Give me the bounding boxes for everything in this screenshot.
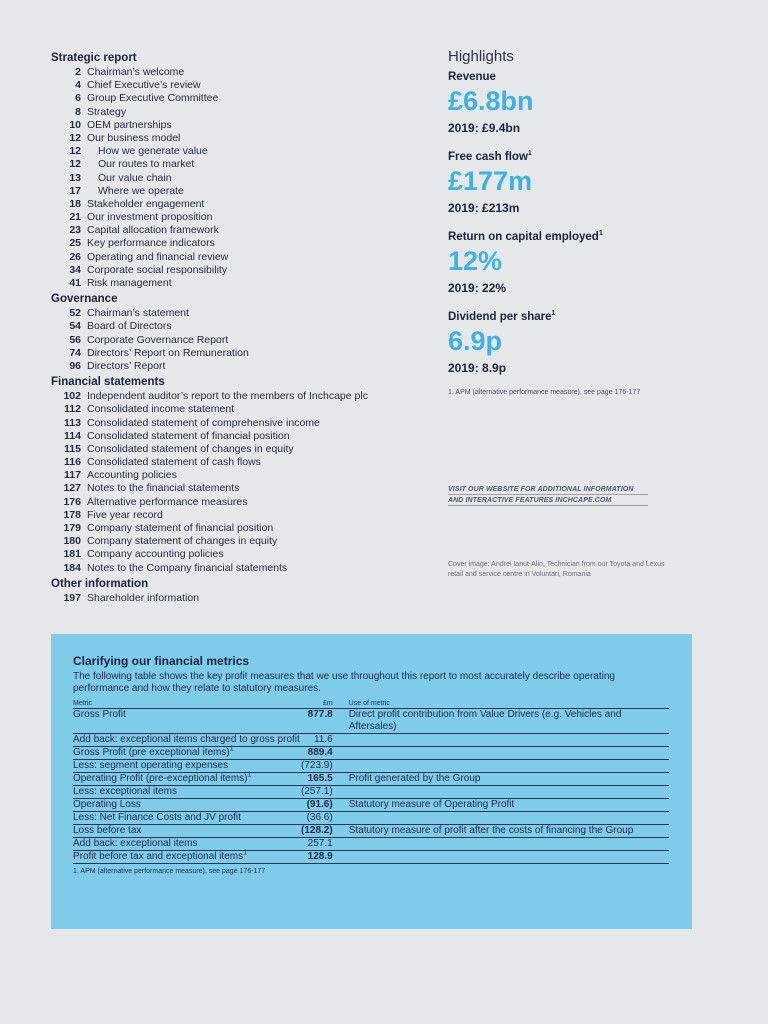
table-row (73, 734, 669, 747)
metric-name (73, 734, 301, 747)
toc-label: Consolidated statement of cash flows (87, 456, 261, 469)
toc-item[interactable] (51, 417, 421, 430)
toc-item[interactable] (51, 443, 421, 456)
metric-name-text: Less: segment operating expenses (73, 760, 229, 771)
highlight-label (448, 311, 708, 323)
toc-page-number: 8 (75, 105, 81, 118)
toc-page-number: 23 (69, 224, 81, 237)
metric-name (73, 773, 301, 786)
toc-page-number: 12 (69, 131, 81, 144)
toc-label: Shareholder information (87, 591, 200, 604)
section-title: Financial statements (51, 376, 165, 389)
toc-label: Directors’ Report on Remuneration (87, 346, 249, 359)
metric-value: (36.6) (301, 812, 333, 825)
website-line-2[interactable]: AND INTERACTIVE FEATURES INCHCAPE.COM (448, 495, 648, 506)
toc-label: Risk management (87, 277, 172, 289)
metric-name (73, 838, 301, 851)
toc-page-number: 2 (75, 66, 81, 78)
toc-item[interactable] (51, 264, 421, 277)
toc-page-number: 117 (64, 469, 81, 482)
section-title: Other information (51, 577, 149, 590)
toc-label: Consolidated statement of financial position (87, 429, 290, 442)
toc-label: Key performance indicators (87, 237, 215, 250)
toc-label: Chairman’s statement (87, 307, 189, 320)
metric-use (333, 734, 669, 747)
toc-item[interactable] (51, 172, 421, 185)
highlight-value: 6.9p (448, 326, 503, 356)
toc-label: Directors’ Report (87, 359, 166, 372)
toc-label: Five year record (87, 508, 163, 521)
table-row (73, 747, 669, 760)
toc-page-number: 102 (63, 390, 81, 403)
table-row (73, 709, 669, 734)
metric-name-text: Add back: exceptional items (73, 838, 198, 849)
toc-label: Company statement of financial position (87, 522, 274, 534)
toc-label: Company accounting policies (87, 548, 224, 561)
toc-item[interactable] (51, 251, 421, 264)
highlight-value: £177m (448, 166, 533, 196)
toc-label: Our value chain (98, 171, 172, 184)
toc-page-number: 176 (63, 495, 81, 508)
metric-value: (91.6) (301, 799, 333, 812)
metric-value: 889.4 (301, 747, 333, 760)
toc-page-number: 54 (69, 320, 81, 333)
toc-label: Consolidated statement of changes in equity (87, 442, 294, 455)
toc-page-number: 25 (69, 237, 81, 250)
section-title: Governance (51, 293, 118, 306)
toc-label: How we generate value (98, 145, 208, 158)
toc-page-number: 179 (63, 522, 81, 534)
toc-page-number: 96 (69, 359, 81, 372)
toc-item[interactable] (51, 198, 421, 211)
highlights-footnote: 1. APM (alternative performance measure), see page 176-177 (448, 389, 641, 396)
toc-label: Group Executive Committee (87, 92, 219, 105)
highlight-item (448, 231, 708, 295)
toc-item[interactable] (51, 211, 421, 224)
metric-value: (128.2) (301, 825, 333, 836)
toc-item[interactable] (51, 562, 421, 575)
toc-page-number: 21 (69, 211, 81, 224)
toc-item[interactable] (51, 320, 421, 333)
toc-item[interactable] (51, 390, 421, 403)
toc-item[interactable] (51, 469, 421, 482)
table-row (73, 799, 669, 812)
highlight-item (448, 151, 708, 215)
highlight-label (448, 71, 708, 83)
metrics-title: Clarifying our financial metrics (73, 654, 250, 668)
metric-value: (723.9) (301, 760, 333, 771)
highlights-heading: Highlights (448, 48, 514, 65)
metric-name-text: Less: Net Finance Costs and JV profit (73, 812, 241, 823)
metric-name (73, 760, 301, 773)
toc-page-number: 56 (69, 333, 81, 346)
toc-item[interactable] (51, 496, 421, 509)
toc-item[interactable] (51, 482, 421, 495)
metric-use (333, 747, 669, 760)
toc-item[interactable] (51, 403, 421, 416)
metrics-intro: The following table shows the key profit measures that we use throughout this report to most accurately describe operating performance and how they relate to statutory measures. (73, 671, 615, 694)
metric-name-text: Operating Profit (pre-exceptional items) (73, 773, 248, 784)
contents-list (51, 49, 421, 605)
table-row (73, 812, 669, 825)
metric-name-text: Gross Profit (73, 709, 126, 720)
toc-item[interactable] (51, 535, 421, 548)
highlight-value: 12% (448, 246, 503, 276)
toc-item[interactable] (51, 456, 421, 469)
toc-label: Stakeholder engagement (87, 197, 205, 210)
toc-page-number: 114 (64, 429, 81, 442)
toc-item[interactable] (51, 548, 421, 561)
toc-item[interactable] (51, 360, 421, 373)
toc-label: Chairman’s welcome (87, 66, 185, 78)
footnote-marker: 1 (243, 849, 247, 857)
metric-use (333, 851, 669, 864)
metric-name (73, 812, 301, 825)
toc-item[interactable] (51, 334, 421, 347)
toc-label: Corporate social responsibility (87, 263, 228, 276)
metric-use: Statutory measure of Operating Profit (333, 799, 669, 812)
toc-label: Corporate Governance Report (87, 333, 229, 346)
highlight-label (448, 231, 708, 243)
toc-page-number: 10 (69, 118, 81, 131)
toc-label: Strategy (87, 105, 127, 118)
toc-label: Company statement of changes in equity (87, 535, 278, 548)
toc-label: Capital allocation framework (87, 224, 219, 237)
table-row (73, 851, 669, 864)
metrics-header-use: Use of metric (333, 700, 669, 709)
toc-page-number: 127 (63, 482, 81, 495)
toc-page-number: 197 (63, 591, 81, 604)
toc-page-number: 184 (63, 561, 81, 574)
toc-page-number: 180 (63, 535, 81, 548)
toc-page-number: 115 (64, 442, 81, 455)
toc-page-number: 74 (69, 346, 81, 359)
metric-use (333, 812, 669, 825)
metric-use (333, 760, 669, 773)
metrics-footnote: 1. APM (alternative performance measure), see page 176-177 (73, 868, 266, 875)
highlight-label-text: Return on capital employed (448, 231, 599, 243)
toc-page-number: 178 (63, 508, 81, 521)
highlight-prior-year: 2019: £9.4bn (448, 121, 521, 135)
highlight-label-text: Dividend per share (448, 311, 552, 323)
metrics-header-value: £m (301, 700, 333, 709)
highlight-label-text: Revenue (448, 71, 496, 83)
toc-item[interactable] (51, 106, 421, 119)
toc-label: Operating and financial review (87, 250, 229, 263)
toc-page-number: 34 (69, 263, 81, 276)
toc-item[interactable] (51, 592, 421, 605)
table-row (73, 838, 669, 851)
toc-item[interactable] (51, 66, 421, 79)
toc-page-number: 12 (69, 145, 81, 158)
metric-name-text: Gross Profit (pre exceptional items) (73, 747, 230, 758)
toc-item[interactable] (51, 347, 421, 360)
toc-item[interactable] (51, 237, 421, 250)
metric-name (73, 799, 301, 812)
toc-label: Where we operate (98, 184, 184, 197)
highlights-panel (448, 48, 708, 396)
metrics-header-metric: Metric (73, 700, 301, 709)
toc-item[interactable] (51, 277, 421, 290)
toc-label: Notes to the financial statements (87, 482, 240, 495)
table-row (73, 825, 669, 838)
highlight-item (448, 311, 708, 375)
toc-label: Notes to the Company financial statements (87, 561, 288, 574)
toc-page-number: 52 (69, 307, 81, 320)
metric-name-text: Add back: exceptional items charged to gross profit (73, 734, 300, 745)
metric-name (73, 851, 301, 864)
highlight-prior-year: 2019: £213m (448, 201, 520, 215)
toc-label: Independent auditor’s report to the members of Inchcape plc (87, 390, 368, 403)
toc-page-number: 18 (69, 197, 81, 210)
footnote-marker: 1 (229, 745, 234, 753)
metric-name-text: Operating Loss (73, 799, 141, 810)
metric-use: Direct profit contribution from Value Drivers (e.g. Vehicles and Aftersales) (333, 709, 669, 734)
highlight-label-text: Free cash flow (448, 151, 528, 163)
toc-item[interactable] (51, 522, 421, 535)
metric-use: Statutory measure of profit after the costs of financing the Group (333, 825, 669, 838)
website-callout[interactable] (448, 484, 648, 506)
metric-value: 257.1 (301, 838, 333, 851)
toc-item[interactable] (51, 307, 421, 320)
website-line-1[interactable]: VISIT OUR WEBSITE FOR ADDITIONAL INFORMATION (448, 484, 648, 495)
highlights-items (448, 71, 708, 375)
toc-page-number: 181 (63, 548, 81, 561)
metric-name (73, 825, 301, 838)
footnote-marker: 1 (247, 771, 252, 779)
toc-page-number: 116 (64, 456, 81, 469)
toc-item[interactable] (51, 430, 421, 443)
toc-item[interactable] (51, 158, 421, 171)
metric-name-text: Loss before tax (73, 825, 142, 836)
metric-value: (257.1) (301, 786, 333, 797)
metric-use: Profit generated by the Group (333, 773, 669, 786)
toc-item[interactable] (51, 185, 421, 198)
highlight-item (448, 71, 708, 135)
toc-item[interactable] (51, 79, 421, 92)
toc-label: OEM partnerships (87, 118, 172, 131)
toc-item[interactable] (51, 509, 421, 522)
metric-value: 128.9 (301, 851, 333, 864)
toc-label: Chief Executive’s review (87, 79, 201, 92)
footnote-marker: 1 (527, 150, 532, 158)
metrics-table (73, 700, 669, 864)
financial-metrics-panel (51, 634, 692, 929)
metric-value: 11.6 (301, 734, 333, 747)
highlight-prior-year: 2019: 22% (448, 281, 507, 295)
highlight-prior-year: 2019: 8.9p (448, 361, 507, 375)
toc-page-number: 112 (64, 403, 81, 416)
toc-item[interactable] (51, 119, 421, 132)
highlight-value: £6.8bn (448, 86, 534, 116)
metric-use (333, 786, 669, 799)
footnote-marker: 1 (551, 310, 556, 318)
toc-page-number: 12 (69, 158, 81, 171)
toc-item[interactable] (51, 145, 421, 158)
metric-name-text: Less: exceptional items (73, 786, 177, 797)
toc-label: Our investment proposition (87, 211, 213, 224)
metric-name-text: Profit before tax and exceptional items (73, 851, 244, 862)
table-row (73, 760, 669, 773)
toc-item[interactable] (51, 92, 421, 105)
toc-page-number: 13 (69, 171, 81, 184)
toc-label: Our business model (87, 131, 181, 144)
toc-page-number: 113 (64, 416, 81, 429)
highlight-label (448, 151, 708, 163)
metric-name (73, 786, 301, 799)
toc-label: Accounting policies (87, 469, 177, 482)
metric-name (73, 709, 301, 734)
toc-label: Our routes to market (98, 158, 195, 171)
toc-item[interactable] (51, 224, 421, 237)
metric-use (333, 838, 669, 851)
metric-name (73, 747, 301, 760)
toc-page-number: 17 (69, 184, 81, 197)
toc-label: Consolidated statement of comprehensive income (87, 416, 320, 429)
metric-value: 165.5 (301, 773, 333, 786)
toc-page-number: 6 (75, 92, 81, 105)
table-row (73, 773, 669, 786)
toc-page-number: 41 (69, 277, 81, 289)
section-title: Strategic report (51, 52, 137, 64)
metric-value: 877.8 (301, 709, 333, 734)
table-row (73, 786, 669, 799)
toc-label: Alternative performance measures (87, 495, 248, 508)
toc-page-number: 4 (75, 79, 81, 92)
toc-item[interactable] (51, 132, 421, 145)
toc-label: Consolidated income statement (87, 403, 235, 416)
footnote-marker: 1 (598, 230, 603, 238)
toc-page-number: 26 (69, 250, 81, 263)
toc-label: Board of Directors (87, 320, 172, 333)
cover-image-caption: Cover image: Andrei Ianut-Alin, Technician from our Toyota and Lexus retail and service centre in Voluntari, Romania (448, 561, 665, 578)
